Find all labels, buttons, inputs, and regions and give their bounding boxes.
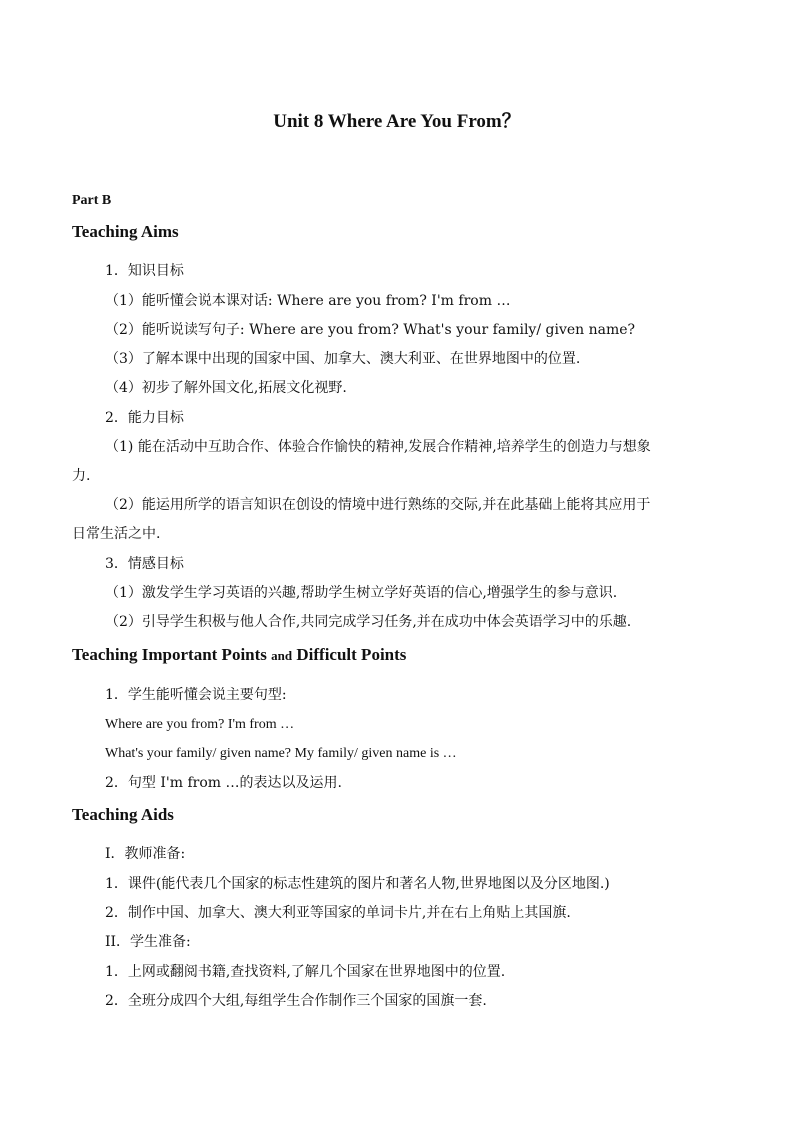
- aims-line: 1．知识目标: [105, 263, 184, 279]
- heading-part: Teaching Important Points: [72, 645, 272, 664]
- points-line: Where are you from? I'm from …: [105, 717, 295, 732]
- points-line: 1．学生能听懂会说主要句型:: [105, 687, 287, 703]
- points-line: What's your family/ given name? My family/ given name is …: [105, 746, 457, 761]
- aims-line: （2）能运用所学的语言知识在创设的情境中进行熟练的交际,并在此基础上能将其应用于: [105, 497, 651, 513]
- heading-and: and: [271, 648, 293, 663]
- aims-line: （1) 能在活动中互助合作、体验合作愉快的精神,发展合作精神,培养学生的创造力与想象: [105, 439, 651, 455]
- part-label: Part B: [72, 193, 112, 208]
- aids-line: II．学生准备:: [105, 934, 191, 950]
- aims-line: 2．能力目标: [105, 410, 184, 426]
- aims-line: 3．情感目标: [105, 556, 184, 572]
- aims-line: 日常生活之中.: [72, 526, 161, 542]
- aids-line: I．教师准备:: [105, 846, 186, 862]
- aims-line: （1）能听懂会说本课对话: Where are you from? I'm from …: [105, 293, 511, 309]
- teaching-aids-heading: Teaching Aids: [72, 805, 174, 824]
- aids-line: 2．制作中国、加拿大、澳大利亚等国家的单词卡片,并在右上角贴上其国旗.: [105, 905, 571, 921]
- aims-line: （4）初步了解外国文化,拓展文化视野.: [105, 380, 347, 396]
- aims-line: （3）了解本课中出现的国家中国、加拿大、澳大利亚、在世界地图中的位置.: [105, 351, 581, 367]
- document-title: Unit 8 Where Are You From？: [273, 111, 521, 132]
- teaching-aims-heading: Teaching Aims: [72, 222, 179, 241]
- heading-part: Difficult Points: [292, 645, 407, 664]
- important-points-heading: [72, 645, 406, 666]
- aims-line: （2）引导学生积极与他人合作,共同完成学习任务,并在成功中体会英语学习中的乐趣.: [105, 614, 632, 630]
- aims-line: （2）能听说读写句子: Where are you from? What's your family/ given name?: [105, 322, 636, 338]
- aids-line: 1．上网或翻阅书籍,查找资料,了解几个国家在世界地图中的位置.: [105, 964, 506, 980]
- aids-line: 2．全班分成四个大组,每组学生合作制作三个国家的国旗一套.: [105, 993, 487, 1009]
- aims-line: （1）激发学生学习英语的兴趣,帮助学生树立学好英语的信心,增强学生的参与意识.: [105, 585, 618, 601]
- aids-line: 1．课件(能代表几个国家的标志性建筑的图片和著名人物,世界地图以及分区地图.): [105, 876, 610, 892]
- aims-line: 力.: [72, 468, 91, 484]
- points-line: 2．句型 I'm from …的表达以及运用.: [105, 775, 342, 791]
